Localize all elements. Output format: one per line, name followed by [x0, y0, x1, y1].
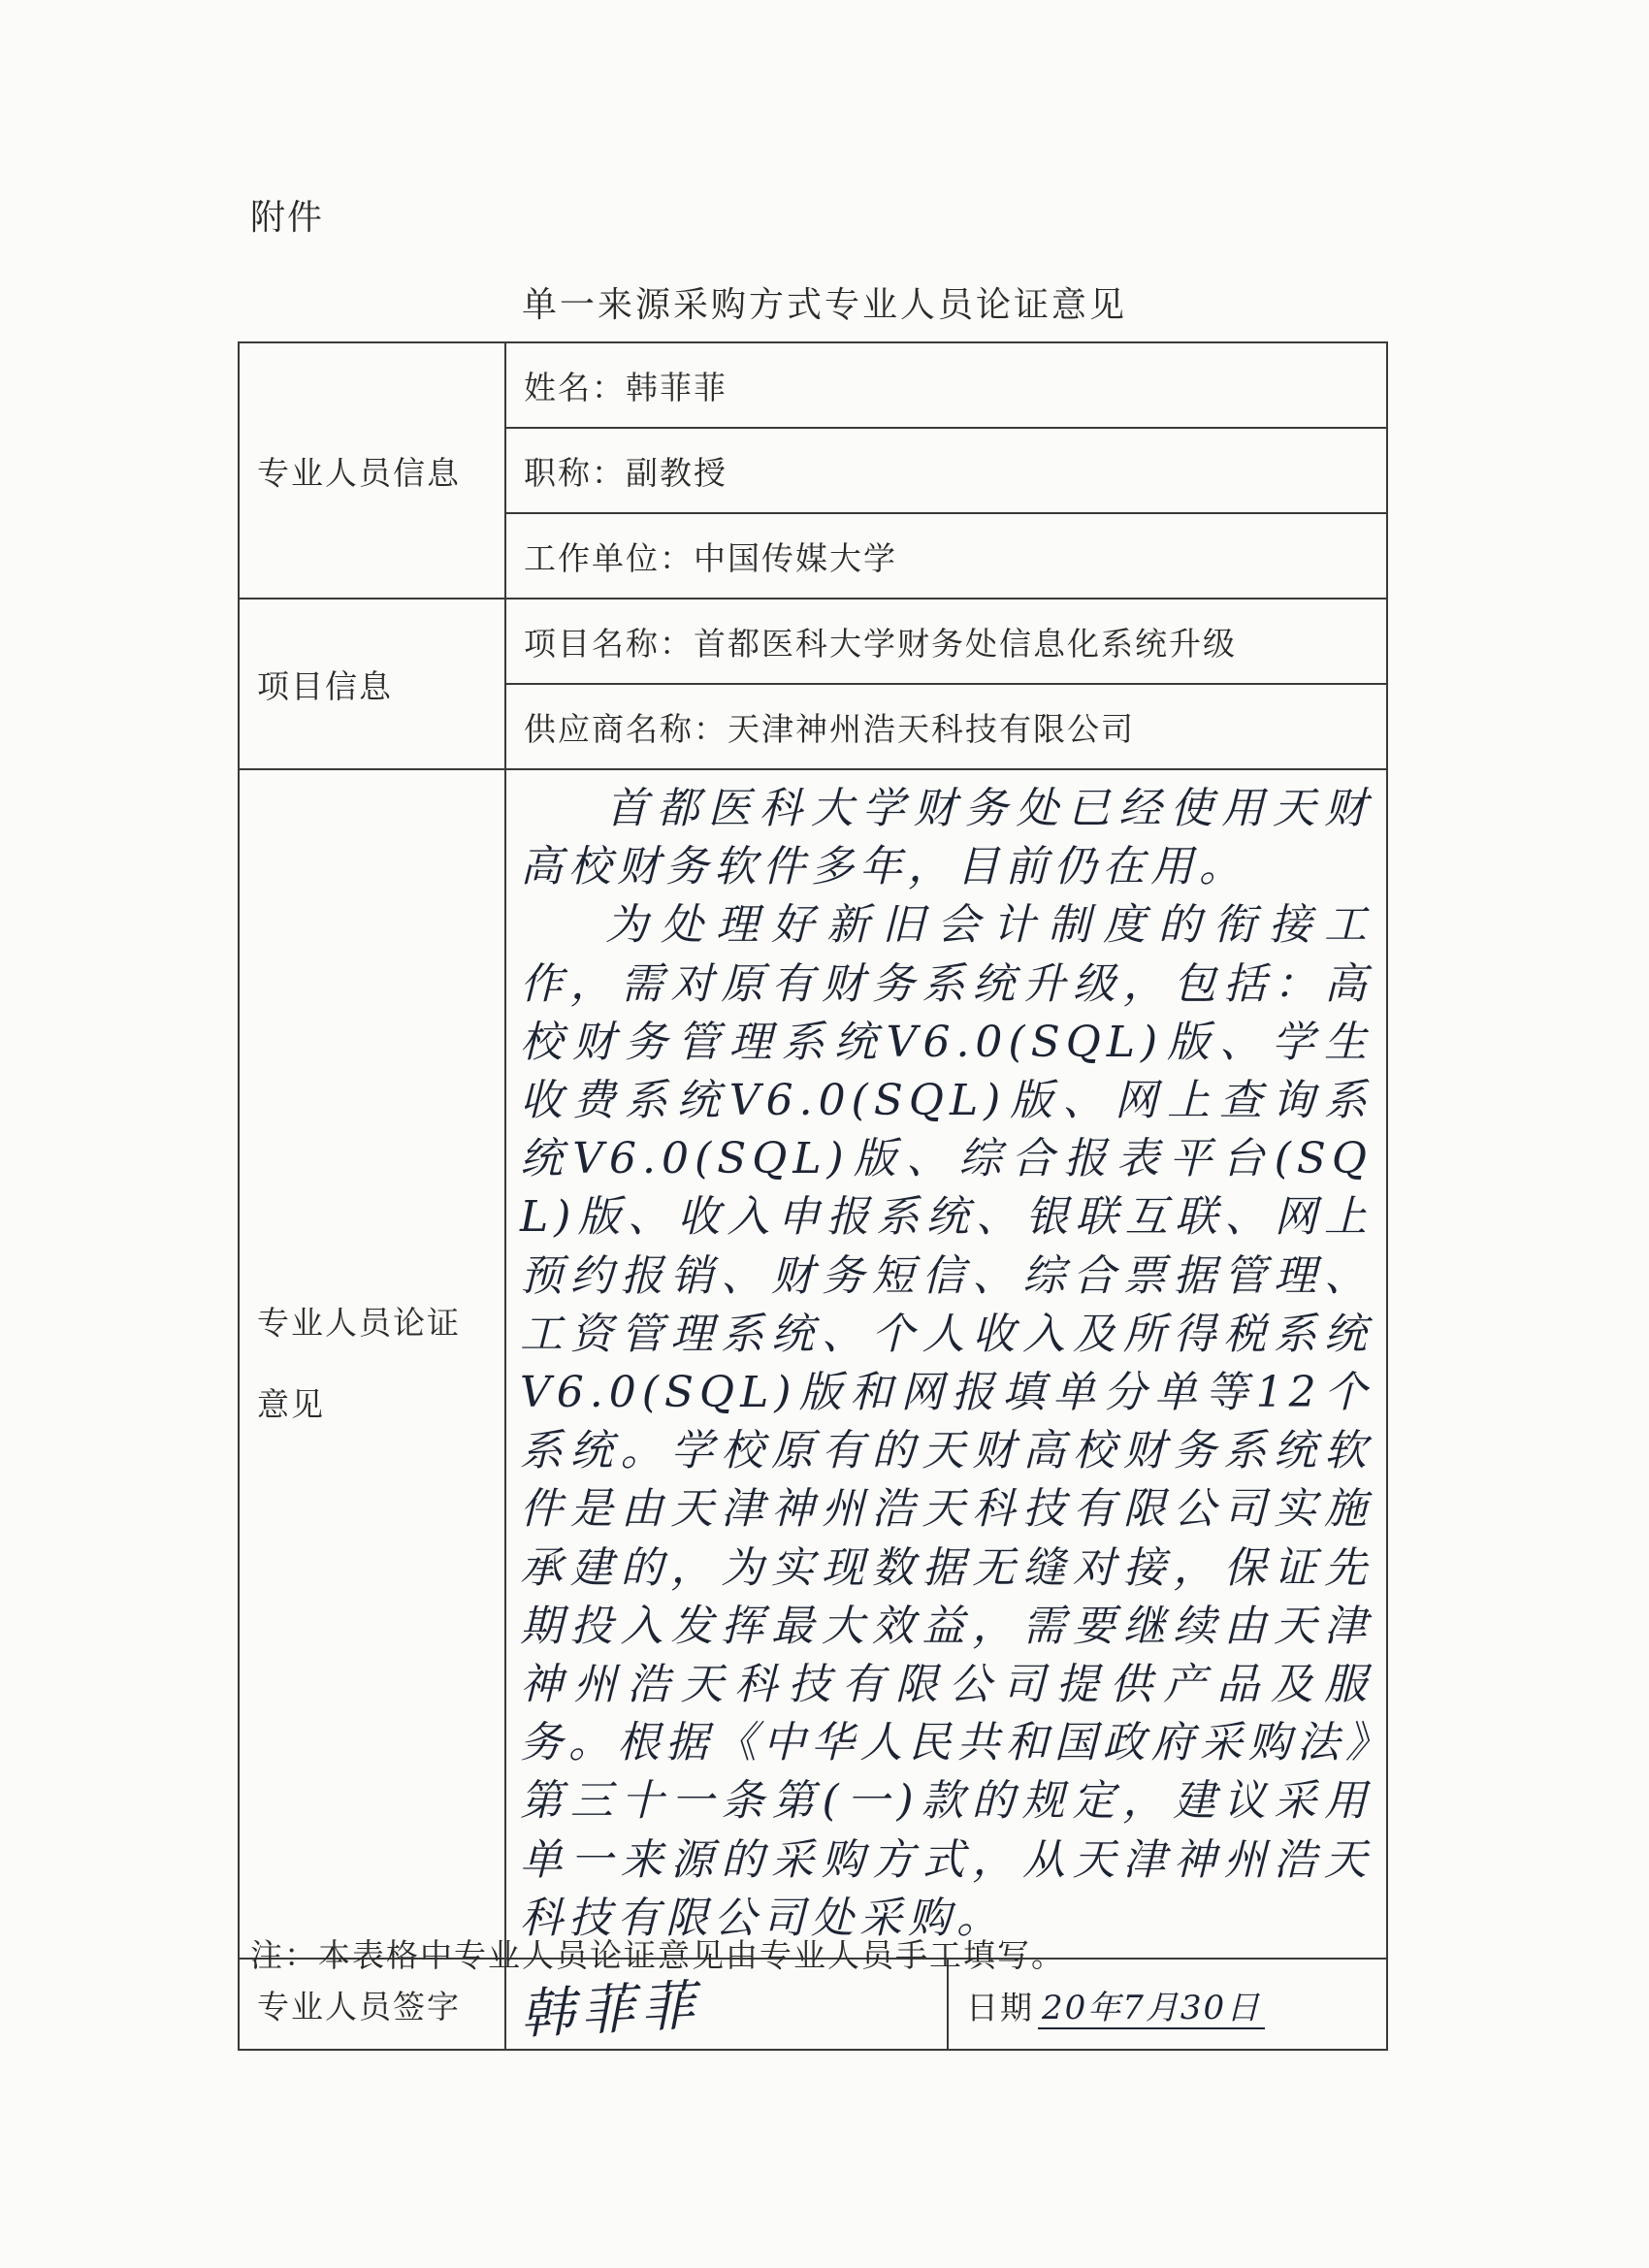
opinion-paragraph-2: 为处理好新旧会计制度的衔接工作，需对原有财务系统升级，包括：高校财务管理系统V6.0(SQL)版、学生收费系统V6.0(SQL)版、网上查询系统V6.0(SQL)版、综合报表平台(SQL)版、收入申报系统、银联互联、网上预约报销、财务短信、综合票据管理、工资管理系统、个人收入及所得税系统V6.0(SQL)版和网报填单分单等12个系统。学校原有的天财高校财务系统软件是由天津神州浩天科技有限公司实施承建的，为实现数据无缝对接，保证先期投入发挥最大效益，需要继续由天津神州浩天科技有限公司提供产品及服务。根据《中华人民共和国政府采购法》第三十一条第(一)款的规定，建议采用单一来源的采购方式，从天津神州浩天科技有限公司处采购。	[520, 900, 1373, 1943]
project-info-label: 项目信息	[239, 599, 505, 769]
project-name-field: 项目名称：首都医科大学财务处信息化系统升级	[505, 599, 1387, 684]
expert-name-field: 姓名：韩菲菲	[505, 342, 1387, 428]
supplier-name-field: 供应商名称：天津神州浩天科技有限公司	[505, 684, 1387, 769]
expert-title-field: 职称：副教授	[505, 428, 1387, 513]
opinion-form-table	[238, 341, 1388, 2051]
opinion-text-area	[505, 769, 1387, 1959]
date-value: 20年7月30日	[1038, 1989, 1265, 2029]
signature-label: 专业人员签字	[239, 1959, 505, 2050]
expert-unit-field: 工作单位：中国传媒大学	[505, 513, 1387, 599]
footnote: 注：本表格中专业人员论证意见由专业人员手工填写。	[250, 1936, 1065, 1974]
opinion-paragraph-1: 首都医科大学财务处已经使用天财高校财务软件多年，目前仍在用。	[520, 784, 1373, 892]
opinion-label: 专业人员论证意见	[239, 769, 505, 1959]
date-label: 日期	[966, 1988, 1034, 2026]
attachment-label: 附件	[250, 198, 325, 238]
expert-info-label: 专业人员信息	[239, 342, 505, 599]
handwritten-signature: 韩菲菲	[518, 1974, 702, 2047]
document-title: 单一来源采购方式专业人员论证意见	[521, 285, 1127, 325]
